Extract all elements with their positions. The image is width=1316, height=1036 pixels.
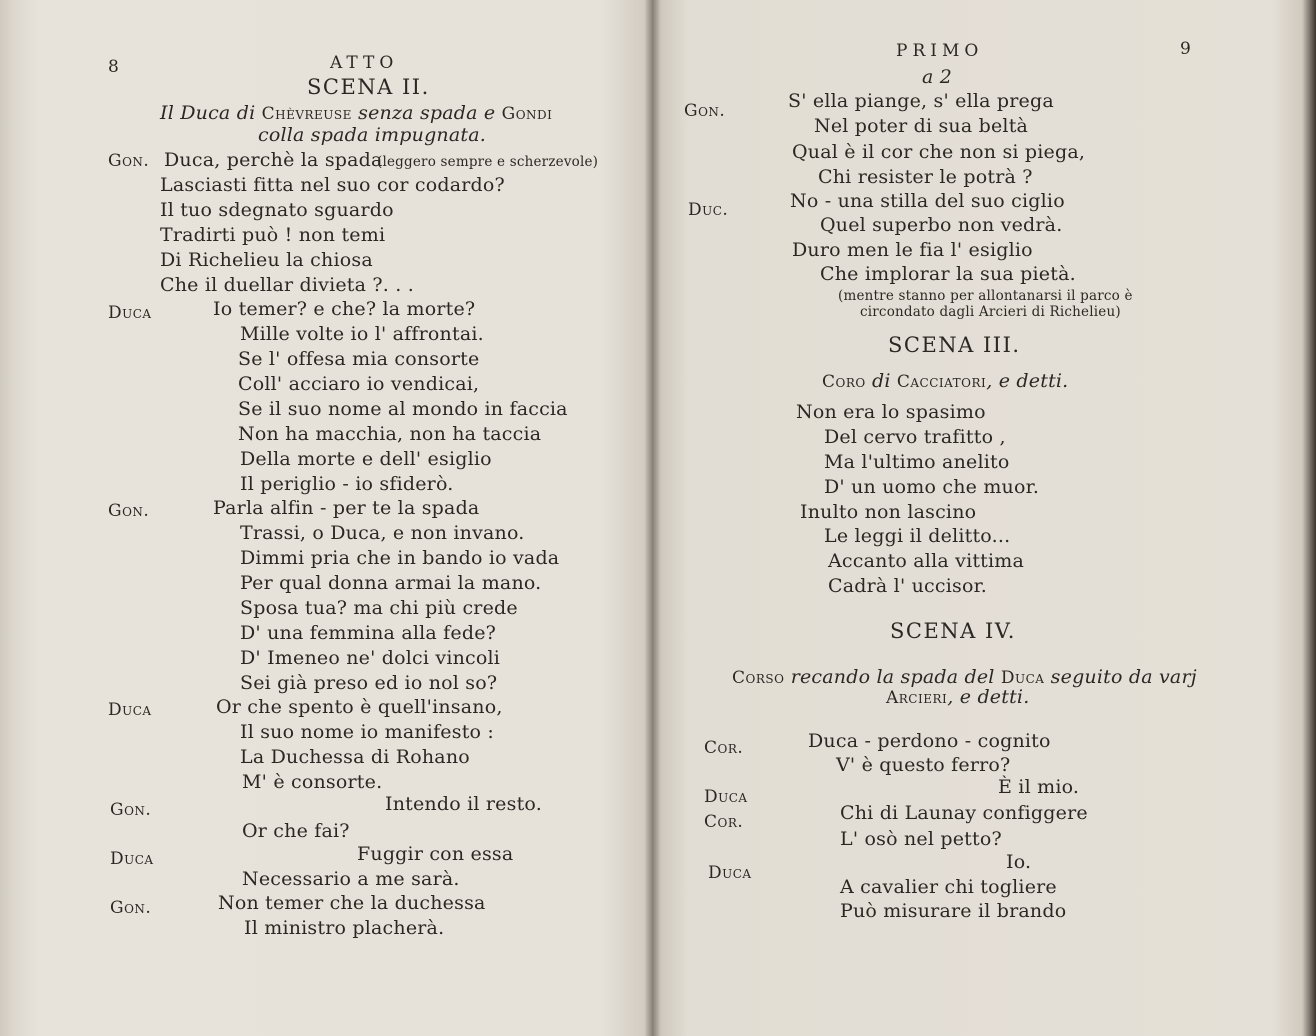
verse-line: La Duchessa di Rohano — [240, 746, 470, 768]
verse-line: Quel superbo non vedrà. — [820, 214, 1063, 236]
verse-line: D' un uomo che muor. — [824, 476, 1040, 498]
verse-line: Lasciasti fitta nel suo cor codardo? — [160, 174, 505, 196]
verse-line: No - una stilla del suo ciglio — [790, 190, 1065, 212]
verse-line: Se il suo nome al mondo in faccia — [238, 398, 568, 420]
verse-line: Duca - perdono - cognito — [808, 730, 1051, 752]
character-name: Duca — [1000, 668, 1045, 688]
character-name: Coro — [822, 372, 866, 392]
verse-line: Trassi, o Duca, e non invano. — [240, 522, 525, 544]
running-head: PRIMO — [896, 41, 984, 61]
verse-line: Sposa tua? ma chi più crede — [240, 597, 518, 619]
direction-text: recando la spada del — [790, 666, 995, 688]
verse-line: Duca, perchè la spada — [164, 149, 383, 171]
verse-line: Il suo nome io manifesto : — [240, 721, 495, 743]
verse-line: Che il duellar divieta ?. . . — [160, 274, 414, 296]
stage-direction-cont: circondato dagli Arcieri di Richelieu) — [860, 304, 1121, 320]
character-name: Gondi — [501, 104, 553, 124]
verse-line: Della morte e dell' esiglio — [240, 448, 492, 470]
direction-text: senza spada e — [358, 102, 496, 124]
verse-line: A cavalier chi togliere — [840, 876, 1057, 898]
verse-line: Accanto alla vittima — [828, 550, 1025, 572]
page-number: 9 — [1180, 39, 1192, 59]
speaker: Duca — [704, 787, 748, 807]
performance-note: (leggero sempre e scherzevole) — [377, 154, 599, 170]
character-name: Corso — [732, 668, 785, 688]
scene-heading: SCENA III. — [888, 333, 1021, 357]
verse-line: Chi resister le potrà ? — [818, 166, 1033, 188]
speaker: Cor. — [704, 738, 744, 758]
verse-line: Inulto non lascino — [800, 501, 977, 523]
character-name: Arcieri — [886, 688, 948, 708]
stage-direction-cont — [886, 686, 1029, 709]
direction-text: seguito da varj — [1050, 666, 1197, 688]
verse-line: Il tuo sdegnato sguardo — [160, 199, 394, 221]
verse-line: Non era lo spasimo — [796, 401, 986, 423]
direction-text: , e detti. — [947, 686, 1030, 708]
a-due: a 2 — [922, 66, 953, 88]
verse-line: V' è questo ferro? — [836, 754, 1011, 776]
speaker: Gon. — [108, 151, 150, 171]
speaker: Gon. — [110, 800, 152, 820]
direction-text: di — [871, 370, 891, 392]
verse-line: Dimmi pria che in bando io vada — [240, 547, 560, 569]
verse-line: Necessario a me sarà. — [242, 868, 460, 890]
character-name: Cacciatori — [896, 372, 987, 392]
direction-text: Il Duca di — [160, 102, 256, 124]
verse-line: D' una femmina alla fede? — [240, 622, 497, 644]
character-name: Chèvreuse — [261, 104, 352, 124]
verse-line: Intendo il resto. — [385, 793, 542, 815]
verse-line: Duro men le fia l' esiglio — [792, 239, 1033, 261]
verse-line: Il ministro placherà. — [244, 917, 445, 939]
stage-direction — [160, 102, 552, 125]
verse-line: Se l' offesa mia consorte — [238, 348, 480, 370]
verse-line: Coll' acciaro io vendicai, — [238, 373, 480, 395]
verse-line: Sei già preso ed io nol so? — [240, 672, 498, 694]
verse-line: Di Richelieu la chiosa — [160, 249, 373, 271]
verse-line: Le leggi il delitto... — [824, 525, 1011, 547]
speaker: Duca — [708, 863, 752, 883]
verse-line: L' osò nel petto? — [840, 828, 1002, 850]
speaker: Duca — [108, 700, 152, 720]
verse-line: M' è consorte. — [242, 771, 383, 793]
verse-line: Io temer? e che? la morte? — [213, 298, 476, 320]
verse-line: Non temer che la duchessa — [218, 892, 486, 914]
right-page — [652, 0, 1316, 1036]
verse-line: Il periglio - io sfiderò. — [240, 473, 454, 495]
verse-line: Del cervo trafitto , — [824, 426, 1006, 448]
verse-line: D' Imeneo ne' dolci vincoli — [240, 647, 501, 669]
verse-line: Tradirti può ! non temi — [160, 224, 386, 246]
direction-text: , e detti. — [986, 370, 1069, 392]
verse-line: Nel poter di sua beltà — [814, 115, 1029, 137]
speaker: Duca — [110, 849, 154, 869]
book-gutter — [644, 0, 660, 1036]
scene-heading: SCENA IV. — [890, 619, 1016, 643]
verse-line: Parla alfin - per te la spada — [213, 497, 480, 519]
verse-line: Che implorar la sua pietà. — [820, 263, 1076, 285]
scene-heading: SCENA II. — [307, 75, 430, 99]
verse-line: Or che spento è quell'insano, — [216, 696, 503, 718]
verse-line: S' ella piange, s' ella prega — [788, 90, 1054, 112]
verse-line: Ma l'ultimo anelito — [824, 451, 1010, 473]
stage-direction: (mentre stanno per allontanarsi il parco è — [838, 288, 1133, 304]
verse-line: Non ha macchia, non ha taccia — [238, 423, 542, 445]
speaker: Gon. — [110, 898, 152, 918]
speaker: Gon. — [684, 101, 726, 121]
speaker: Cor. — [704, 812, 744, 832]
verse-line: Fuggir con essa — [357, 843, 514, 865]
verse-line: Or che fai? — [242, 820, 350, 842]
verse-line: Io. — [1006, 851, 1032, 873]
verse-line: Chi di Launay configgere — [840, 802, 1088, 824]
running-head: ATTO — [330, 53, 399, 73]
verse-line: Può misurare il brando — [840, 900, 1067, 922]
page-number: 8 — [108, 57, 120, 77]
verse-line: Mille volte io l' affrontai. — [240, 323, 484, 345]
speaker: Duc. — [688, 200, 729, 220]
verse-line: Cadrà l' uccisor. — [828, 575, 988, 597]
verse-line: Per qual donna armai la mano. — [240, 572, 542, 594]
stage-direction — [822, 370, 1068, 393]
speaker: Gon. — [108, 501, 150, 521]
verse-line: Qual è il cor che non si piega, — [792, 141, 1086, 163]
left-page — [0, 0, 652, 1036]
speaker: Duca — [108, 303, 152, 323]
verse-line: È il mio. — [998, 776, 1080, 798]
stage-direction-cont: colla spada impugnata. — [258, 124, 486, 146]
